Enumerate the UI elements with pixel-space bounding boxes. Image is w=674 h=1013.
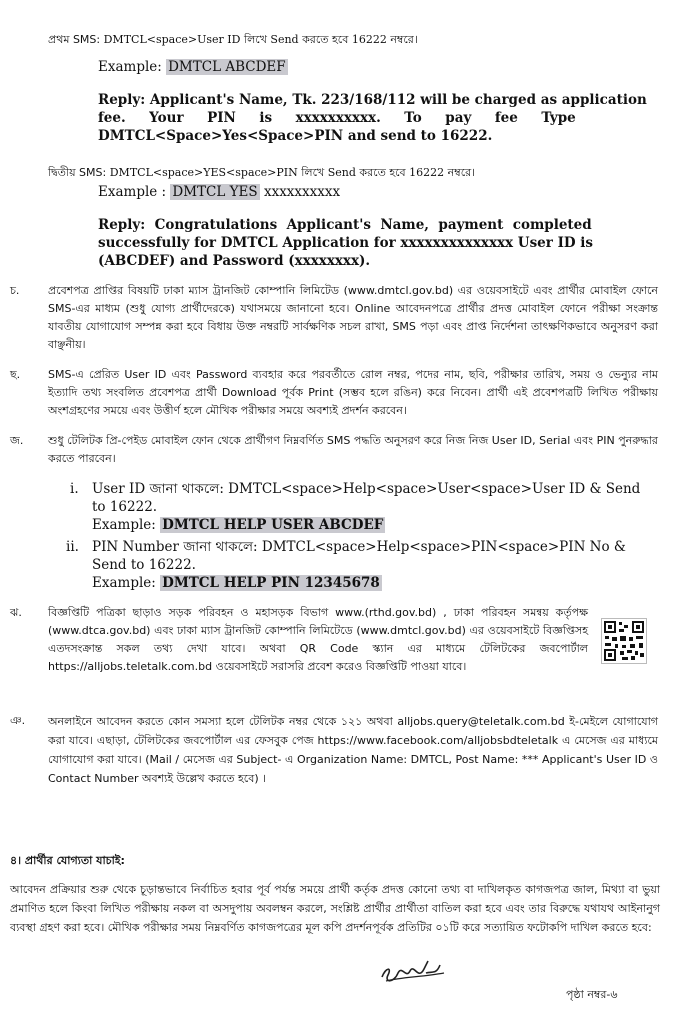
sms1-reply-line-3: DMTCL<Space>Yes<Space>PIN and send to 16222. [98, 128, 493, 144]
page-number: পৃষ্ঠা নম্বর-৬ [566, 988, 618, 1001]
item-nya-text: অনলাইনে আবেদন করতে কোন সমস্যা হলে টেলিটক নম্বর থেকে ১২১ অথবা alljobs.query@teletalk.com.bd ই-মেইলে যোগাযোগ করা যাবে। এছাড়া, টেলিটকের জবপোর্টাল এর ফেসবুক পেজ https://www.facebook.com/alljobsbdteletalk এ মেসেজ এর মাধ্যমে যোগাযোগ করা যাবে। (Mail / মেসেজ এর Subject- এ Organization Name: DMTCL, Post Name: *** Applicant's User ID ও Contact Number অবশ্যই উল্লেখ করতে হবে) । [48, 715, 658, 785]
qr-code[interactable] [601, 618, 647, 664]
sms2-example-value: DMTCL YES [172, 184, 258, 200]
ja-i-marker: i. [70, 481, 79, 497]
sms2-example-label: Example : [98, 184, 171, 200]
ja-i-example-label: Example: [92, 517, 161, 533]
item-jha-text: বিজ্ঞপ্তিটি পত্রিকা ছাড়াও সড়ক পরিবহন ও মহাসড়ক বিভাগ www.(rthd.gov.bd) , ঢাকা পরিবহন সমন্বয় কর্তৃপক্ষ (www.dtca.gov.bd) এবং ঢাকা ম্যাস ট্রানজিট কোম্পানি লিমিটেডে (www.dmtcl.gov.bd) এর ওয়েবসাইটে বিজ্ঞপ্তিসহ এতদসংক্রান্ত সকল তথ্য দেখা যাবে। অথবা QR Code স্ক্যান এর মাধ্যমে টেলিটকের জবপোর্টাল https://alljobs.teletalk.com.bd ওয়েবসাইটে সরাসরি প্রবেশ করেও বিজ্ঞপ্তিটি পাওয়া যাবে। [48, 606, 588, 673]
ja-i-example [92, 516, 385, 534]
signature [378, 955, 458, 987]
item-jha-marker: ঝ. [10, 606, 22, 619]
ja-ii-line-2: Send to 16222. [92, 557, 196, 573]
item-chha-marker: ছ. [10, 368, 21, 381]
sms1-line [48, 30, 648, 49]
ja-ii-line-1: PIN Number জানা থাকলে: DMTCL<space>Help<space>PIN<space>PIN No & [92, 539, 626, 555]
item-cha-marker: চ. [10, 284, 20, 297]
item-ja-marker: জ. [10, 434, 24, 447]
item-cha-text: প্রবেশপত্র প্রাপ্তির বিষয়টি ঢাকা ম্যাস ট্রানজিট কোম্পানি লিমিটেড (www.dmtcl.gov.bd) এর ওয়েবসাইটে এবং প্রার্থীর মোবাইল ফোনে SMS-এর মাধ্যম (শুধু যোগ্য প্রার্থীদেরকে) যথাসময়ে জানানো হবে। Online আবেদনপত্রে প্রার্থীর প্রদত্ত মোবাইল ফোনে পরীক্ষা সংক্রান্ত যাবতীয় যোগাযোগ সম্পন্ন করা হবে বিধায় উক্ত নম্বরটি সার্বক্ষণিক সচল রাখা, SMS পড়া এবং প্রাপ্ত নির্দেশনা তাৎক্ষণিকভাবে অনুসরণ করা বাঞ্ছনীয়। [48, 284, 658, 351]
item-nya-marker: ঞ. [10, 714, 26, 727]
sms1-label: প্রথম SMS: [48, 33, 104, 46]
section4-heading: ৪। প্রার্থীর যোগ্যতা যাচাই: [10, 854, 125, 867]
qr-code-icon [602, 619, 646, 663]
sms1-example [98, 58, 288, 76]
sms2-example [98, 183, 340, 201]
sms2-label: দ্বিতীয় SMS: [48, 166, 110, 179]
sms1-reply-line-2: fee. Your PIN is xxxxxxxxxx. To pay fee Type [98, 110, 576, 126]
signature-mark [378, 955, 458, 987]
ja-i-example-value: DMTCL HELP USER ABCDEF [162, 517, 384, 533]
ja-ii-example-label: Example: [92, 575, 161, 591]
ja-ii-example-value: DMTCL HELP PIN 12345678 [162, 575, 380, 591]
sms2-reply-line-2: successfully for DMTCL Application for xxxxxxxxxxxxxx User ID is [98, 235, 594, 251]
sms1-example-label: Example: [98, 59, 167, 75]
sms1-example-value: DMTCL ABCDEF [168, 59, 286, 75]
sms1-reply-line-1: Reply: Applicant's Name, Tk. 223/168/112 will be charged as application [98, 92, 647, 108]
sms1-text: DMTCL<space>User ID লিখে Send করতে হবে 16222 নম্বরে। [103, 33, 418, 46]
sms2-line [48, 163, 648, 182]
item-chha-text: SMS-এ প্রেরিত User ID এবং Password ব্যবহার করে পরবর্তীতে রোল নম্বর, পদের নাম, ছবি, পরীক্ষার তারিখ, সময় ও ভেন্যুর নাম ইত্যাদি তথ্য সংবলিত প্রবেশপত্র প্রার্থী Download পূর্বক Print (সম্ভব হলে রঙিন) করে নিবেন। প্রার্থী এই প্রবেশপত্রটি লিখিত পরীক্ষায় অংশগ্রহণের সময়ে এবং উত্তীর্ণ হলে মৌখিক পরীক্ষার সময়ে অবশ্যই প্রদর্শন করবেন। [48, 368, 658, 417]
ja-ii-marker: ii. [66, 539, 79, 555]
section4-text: আবেদন প্রক্রিয়ার শুরু থেকে চূড়ান্তভাবে নির্বাচিত হবার পূর্ব পর্যন্ত সময়ে প্রার্থী কর্তৃক প্রদত্ত কোনো তথ্য বা দাখিলকৃত কাগজপত্র জাল, মিথ্যা বা ভুয়া প্রমাণিত হলে কিংবা লিখিত পরীক্ষায় নকল বা অসদুপায় অবলম্বন করলে, সংশ্লিষ্ট প্রার্থীর প্রার্থীতা বাতিল করা হবে এবং তার বিরুদ্ধে যথাযথ আইনানুগ ব্যবস্থা গ্রহণ করা হবে। মৌখিক পরীক্ষার সময় নিম্নবর্ণিত কাগজপত্রের মূল কপি প্রদর্শনপূর্বক প্রতিটির ০১টি করে সত্যায়িত ফটোকপি দাখিল করতে হবে: [10, 883, 660, 934]
sms2-reply-line-1: Reply: Congratulations Applicant's Name, payment completed [98, 217, 592, 233]
item-ja-text: শুধু টেলিটক প্রি-পেইড মোবাইল ফোন থেকে প্রার্থীগণ নিম্নবর্ণিত SMS পদ্ধতি অনুসরণ করে নিজ নিজ User ID, Serial এবং PIN পুনরুদ্ধার করতে পারবেন। [48, 434, 658, 465]
sms2-example-suffix: xxxxxxxxxx [259, 184, 341, 200]
sms2-text: DMTCL<space>YES<space>PIN লিখে Send করতে হবে 16222 নম্বরে। [109, 166, 476, 179]
sms2-reply-line-3: (ABCDEF) and Password (xxxxxxxx). [98, 253, 371, 269]
ja-i-line-1: User ID জানা থাকলে: DMTCL<space>Help<space>User<space>User ID & Send [92, 481, 641, 497]
ja-ii-example [92, 574, 382, 592]
ja-i-line-2: to 16222. [92, 499, 158, 515]
